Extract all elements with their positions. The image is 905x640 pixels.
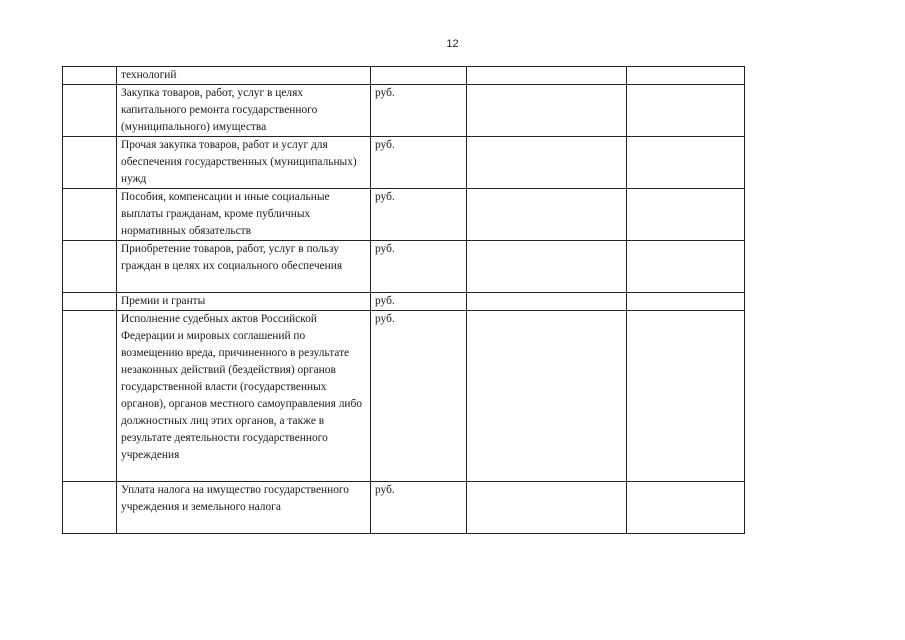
value-cell (467, 137, 627, 189)
value-cell (627, 189, 745, 241)
table-row (63, 482, 745, 534)
expenditure-table (62, 66, 745, 534)
value-cell (467, 67, 627, 85)
table-row (63, 67, 745, 85)
value-cell (627, 482, 745, 534)
value-cell (627, 137, 745, 189)
table-row (63, 85, 745, 137)
unit-cell: руб. (371, 189, 467, 241)
index-cell (63, 85, 117, 137)
value-cell (467, 482, 627, 534)
table-row (63, 293, 745, 311)
unit-cell: руб. (371, 311, 467, 482)
index-cell (63, 189, 117, 241)
value-cell (627, 311, 745, 482)
index-cell (63, 482, 117, 534)
item-name-cell: Премии и гранты (117, 293, 371, 311)
value-cell (627, 241, 745, 293)
index-cell (63, 293, 117, 311)
value-cell (467, 293, 627, 311)
index-cell (63, 241, 117, 293)
item-name-cell: технологий (117, 67, 371, 85)
unit-cell: руб. (371, 241, 467, 293)
value-cell (467, 311, 627, 482)
index-cell (63, 67, 117, 85)
item-name-cell: Исполнение судебных актов Российской Федерации и мировых соглашений по возмещению вреда, причиненного в результате незаконных действий (бездействия) органов государственной власти (государственных органов), органов местного самоуправления либо должностных лиц этих органов, а также в результате деятельности государственного учреждения (117, 311, 371, 482)
item-name-cell: Пособия, компенсации и иные социальные выплаты гражданам, кроме публичных нормативных обязательств (117, 189, 371, 241)
unit-cell: руб. (371, 137, 467, 189)
item-name-cell: Уплата налога на имущество государственного учреждения и земельного налога (117, 482, 371, 534)
table-row (63, 311, 745, 482)
item-name-cell: Приобретение товаров, работ, услуг в пользу граждан в целях их социального обеспечения (117, 241, 371, 293)
table-row (63, 189, 745, 241)
value-cell (627, 293, 745, 311)
value-cell (467, 241, 627, 293)
item-name-cell: Закупка товаров, работ, услуг в целях капитального ремонта государственного (муниципального) имущества (117, 85, 371, 137)
value-cell (627, 67, 745, 85)
value-cell (467, 189, 627, 241)
page-number: 12 (446, 38, 459, 50)
unit-cell: руб. (371, 482, 467, 534)
unit-cell (371, 67, 467, 85)
unit-cell: руб. (371, 85, 467, 137)
unit-cell: руб. (371, 293, 467, 311)
item-name-cell: Прочая закупка товаров, работ и услуг для обеспечения государственных (муниципальных) нужд (117, 137, 371, 189)
index-cell (63, 137, 117, 189)
value-cell (627, 85, 745, 137)
index-cell (63, 311, 117, 482)
table-row (63, 137, 745, 189)
table-row (63, 241, 745, 293)
value-cell (467, 85, 627, 137)
